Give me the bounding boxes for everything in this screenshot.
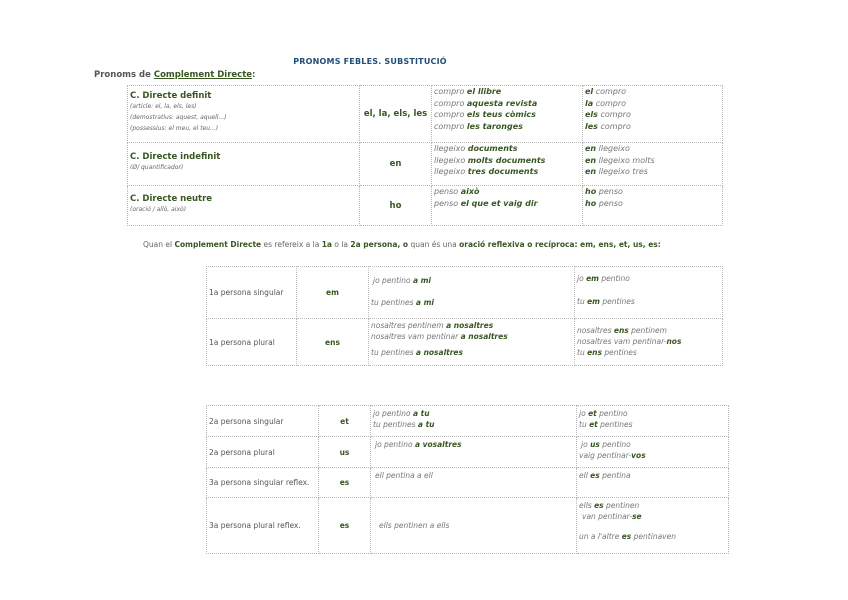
table-row [207,468,729,498]
result-line: nosaltres ens pentinem [577,326,667,335]
category-title: C. Directe neutre [130,194,213,204]
category-subtitle: (possessius: el meu, el teu...) [130,125,219,132]
result-line: tu ens pentines [577,348,637,357]
result-cell [583,143,723,186]
result-line: en llegeixo molts [585,155,655,165]
result-line: vaig pentinar-vos [579,451,646,460]
category-cell [128,186,360,226]
table-row [207,406,729,437]
category-subtitle: (demostratius: aquest, aquell...) [130,114,227,121]
pronoun-cell: el, la, els, les [360,86,432,143]
example-line: tu pentines a tu [373,420,435,429]
result-line: un a l'altre es pentinaven [579,532,676,541]
person-pronoun: et [319,406,371,437]
example-line: compro els teus còmics [434,110,536,119]
person-pronoun: es [319,498,371,554]
result-cell [583,186,723,226]
result-line: tu em pentines [577,297,635,306]
result-line: nosaltres vam pentinar-nos [577,337,682,346]
example-line: penso el que et vaig dir [434,198,538,208]
result-line: en llegeixo [585,144,630,153]
result-line: ho penso [585,198,623,208]
person-pronoun: us [319,437,371,468]
table-row [207,267,723,319]
result-line: jo et pentino [579,409,628,418]
person-example [371,468,577,498]
example-line: llegeixo molts documents [434,155,546,165]
person-result [577,437,729,468]
person-label: 2a persona singular [207,406,319,437]
example-line: tu pentines a mi [371,298,434,307]
person-example [371,406,577,437]
pronoun-cell: ho [360,186,432,226]
complement-directe-table [127,85,723,226]
person-pronoun: ens [297,319,369,366]
category-subtitle: (article: el, la, els, les) [130,103,197,110]
result-line: ho penso [585,187,623,196]
result-line: la compro [585,98,627,108]
person-result [577,498,729,554]
subtitle-suffix: : [252,70,256,80]
result-line: van pentinar-se [582,512,642,521]
example-line: ells pentinen a ells [379,521,450,530]
person-result [575,267,723,319]
category-title: C. Directe indefinit [130,152,221,162]
result-line: els compro [585,110,631,119]
table-row [207,319,723,366]
person-result [577,468,729,498]
example-line: penso això [434,187,480,196]
result-cell [583,86,723,143]
table-row [128,143,723,186]
category-subtitle: (oració / allò, això) [130,206,187,213]
persons-table-first [206,266,723,366]
person-label: 2a persona plural [207,437,319,468]
result-line: tu et pentines [579,420,633,429]
example-cell [432,186,583,226]
example-line: llegeixo documents [434,144,518,153]
person-pronoun: es [319,468,371,498]
example-line: compro el llibre [434,87,502,96]
example-line: ell pentina a ell [375,471,433,480]
example-line: jo pentino a vosaltres [375,440,462,449]
example-line: compro aquesta revista [434,98,538,108]
result-line: jo us pentino [581,440,631,449]
person-label: 3a persona singular reflex. [207,468,319,498]
example-line: jo pentino a mi [373,276,431,285]
person-example [371,498,577,554]
category-subtitle: (Ø/ quantificador) [130,164,184,171]
example-line: jo pentino a tu [373,409,430,418]
table-row [128,86,723,143]
person-example [369,267,575,319]
example-line: nosaltres pentinem a nosaltres [371,321,494,330]
person-example [371,437,577,468]
complement-directe-link[interactable]: Complement Directe [153,70,253,80]
table-row [128,186,723,226]
category-title: C. Directe definit [130,91,212,101]
example-line: tu pentines a nosaltres [371,348,463,357]
category-cell [128,86,360,143]
category-cell [128,143,360,186]
table-row [207,498,729,554]
result-line: en llegeixo tres [585,167,648,176]
page-title: PRONOMS FEBLES. SUBSTITUCIÓ [293,57,447,66]
persons-table-second [206,405,729,554]
example-line: llegeixo tres documents [434,167,539,176]
explanation-note: Quan el Complement Directe es refereix a la 1a o la 2a persona, o quan és una oració reflexiva o recíproca: em, ens, et, us, es: [143,240,661,249]
result-line: ells es pentinen [579,501,640,510]
result-line: ell es pentina [579,471,631,480]
table-row [207,437,729,468]
person-label: 3a persona plural reflex. [207,498,319,554]
subtitle-prefix: Pronoms de [94,70,154,80]
person-label: 1a persona plural [207,319,297,366]
example-line: nosaltres vam pentinar a nosaltres [371,332,508,341]
person-label: 1a persona singular [207,267,297,319]
result-line: jo em pentino [577,274,630,283]
person-result [577,406,729,437]
result-line: les compro [585,121,631,131]
example-cell [432,86,583,143]
result-line: el compro [585,87,627,96]
person-example [369,319,575,366]
pronoun-cell: en [360,143,432,186]
example-cell [432,143,583,186]
person-result [575,319,723,366]
section-subtitle [94,70,255,80]
example-line: compro les taronges [434,121,523,131]
person-pronoun: em [297,267,369,319]
